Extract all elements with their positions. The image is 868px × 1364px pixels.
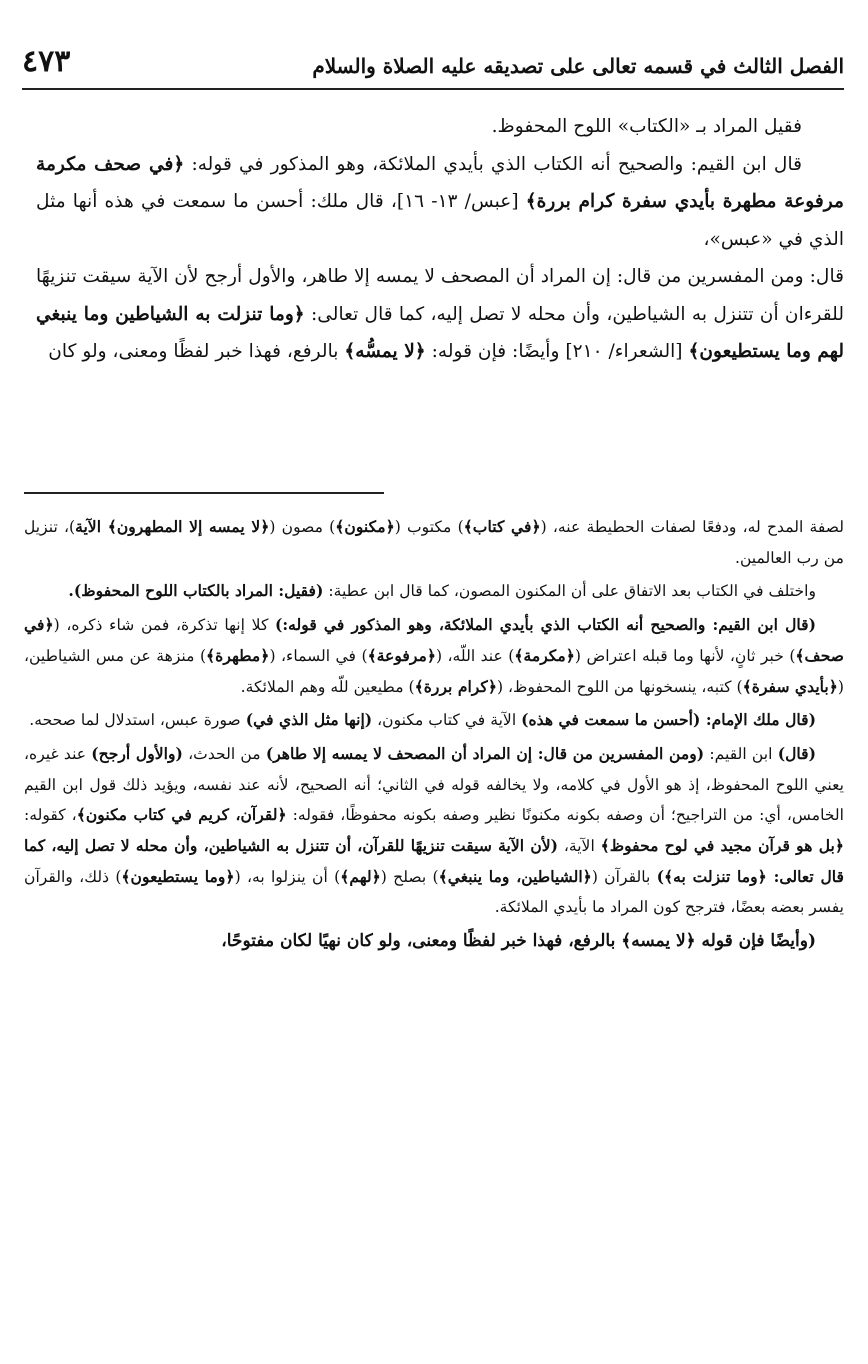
quran-quote: ﴿لهم﴾ [340, 866, 381, 886]
quran-quote: ﴿مكنون﴾ [335, 517, 395, 536]
main-text [36, 108, 844, 371]
text-run: بالقرآن ( [591, 867, 657, 886]
quran-quote: ﴿في صحف﴾ [24, 615, 845, 665]
text-run: قال: ومن المفسرين من قال: إن المراد أن المصحف لا يمسه إلا طاهر، والأول أرجح لأن الآية سيقت تنزيهًا للقرءان أن تتنزل به الشياطين، وأن محله لا تصل إليه، كما قال تعالى: [36, 266, 844, 325]
note-paragraph-2 [24, 576, 844, 607]
matn-quote: (لأن الآية سيقت تنزيهًا للقرآن، أن تتنزل به الشياطين، وأن محله لا تصل إليه، كما قال تعالى: [24, 836, 844, 886]
matn-quote: (قال ابن القيم: والصحيح أنه الكتاب الذي بأيدي الملائكة، وهو المذكور في قوله:) [275, 615, 817, 635]
matn-quote: (والأول أرجح) [91, 743, 183, 763]
note-paragraph-3 [24, 610, 844, 702]
text-run: كلا إنها تذكرة، فمن شاء ذكره، ( [53, 616, 276, 635]
footnote-divider [24, 492, 384, 494]
quran-quote: ﴿مكرمة﴾ [514, 645, 575, 665]
text-run: ، كقوله: [24, 806, 77, 825]
text-run: بالرفع، فهذا خبر لفظًا ومعنى، ولو كان [48, 341, 345, 362]
text-run: ) مصون ( [269, 518, 336, 536]
quran-quote: ﴿الشياطين، وما ينبغي﴾ [438, 866, 592, 886]
quran-quote: ﴿بأيدي سفرة﴾ [742, 676, 838, 696]
quran-quote: ﴿وما تنزلت به﴾ [663, 866, 767, 886]
quran-quote: ﴿بل هو قرآن مجيد في لوح محفوظ﴾ [600, 836, 844, 856]
text-run: ) خبر ثانٍ، لأنها وما قبله اعتراض ( [574, 646, 796, 665]
text-run: قال ابن القيم: والصحيح أنه الكتاب الذي بأيدي الملائكة، وهو المذكور في قوله: [184, 153, 802, 175]
note-paragraph-5 [24, 739, 844, 923]
quran-quote: ﴿مطهرة﴾ [206, 645, 270, 665]
text-run: [عبس/ ١٣- ١٦]، قال ملك: أحسن ما سمعت في هذه أنها مثل الذي في «عبس»، [36, 191, 844, 250]
matn-quote: (إنها مثل الذي في) [245, 710, 373, 730]
quran-quote: ﴿لا يمسُّه﴾ [344, 341, 426, 362]
text-run: )، تنزيل من رب العالمين. [24, 518, 844, 567]
matn-quote: (ومن المفسرين من قال: إن المراد أن المصحف لا يمسه إلا طاهر) [265, 743, 705, 763]
text-run: الآية، [558, 837, 601, 856]
matn-quote: (أحسن ما سمعت في هذه) [521, 710, 701, 730]
text-run: ) في السماء، ( [269, 646, 368, 665]
note-paragraph-4 [24, 705, 844, 736]
matn-quote: (قال) [777, 743, 816, 763]
main-paragraph-2 [36, 146, 844, 259]
text-run: صورة عبس، استدلال لما صححه. [29, 711, 246, 730]
text-run: عند غيره، يعني اللوح المحفوظ، إذ هو الأول في كلامه، ولا يخالفه قوله في الثاني؛ أنه الصحيح، لأنه عند نفسه، ويؤيد ذلك قول ابن القيم الخامس، أي: من التراجيح؛ أن وصفه بكونه مكنونًا نظير وصفه بكونه محفوظًا، فقوله: [24, 744, 844, 825]
text-run: ) أن ينزلوا به، ( [234, 867, 341, 886]
quran-quote: ﴿لا يمسه إلا المطهرون﴾ الآية [75, 517, 270, 536]
quran-quote: ﴿مرفوعة﴾ [367, 645, 436, 665]
matn-quote: (قال ملك الإمام: [700, 710, 816, 730]
matn-quote: ) [656, 866, 664, 886]
commentary-footnotes [24, 512, 844, 960]
matn-quote: (فقيل: المراد بالكتاب اللوح المحفوظ). [68, 581, 324, 601]
text-run: ) ذلك، والقرآن يفسر بعضه بعضًا، فترجح كون المراد ما بأيدي الملائكة. [24, 867, 844, 917]
quran-quote: ﴿في صحف مكرمة مرفوعة مطهرة بأيدي سفرة كرام بررة﴾ [36, 153, 844, 212]
running-header [22, 40, 844, 90]
chapter-title: الفصل الثالث في قسمه تعالى على تصديقه عليه الصلاة والسلام [312, 54, 844, 78]
text-run: لصفة المدح له، ودفعًا لصفات الحطيطة عنه، ( [540, 518, 845, 536]
text-run: ) كتبه، ينسخونها من اللوح المحفوظ، ( [496, 677, 743, 696]
quran-quote: ﴿كرام بررة﴾ [414, 676, 497, 696]
text-run: ) بصلح ( [380, 867, 439, 886]
quran-quote: ﴿وما يستطيعون﴾ [121, 866, 235, 886]
quran-quote: ﴿وما تنزلت به الشياطين وما ينبغي لهم وما يستطيعون﴾ [36, 303, 844, 362]
text-run: من الحدث، [182, 744, 266, 763]
main-paragraph-3 [36, 258, 844, 371]
text-run: ) منزهة عن مس الشياطين، ( [24, 646, 844, 696]
main-paragraph-1: فقيل المراد بـ «الكتاب» اللوح المحفوظ. [491, 116, 802, 137]
text-run: الآية في كتاب مكنون، [372, 711, 522, 730]
text-run: ) عند اللّه، ( [435, 646, 515, 665]
quran-quote: ﴿لقرآن، كريم في كتاب مكنون﴾ [76, 805, 287, 825]
text-run: واختلف في الكتاب بعد الاتفاق على أن المكنون المصون، كما قال ابن عطية: [323, 582, 816, 601]
note-paragraph-6: (وأيضًا فإن قوله ﴿لا يمسه﴾ بالرفع، فهذا خبر لفظًا ومعنى، ولو كان نهيًا لكان مفتوحًا، [221, 931, 816, 952]
text-run: [الشعراء/ ٢١٠] وأيضًا: فإن قوله: [425, 341, 689, 362]
text-run: ابن القيم: [704, 744, 778, 763]
note-paragraph-1 [24, 512, 844, 573]
text-run: ) مكتوب ( [394, 518, 464, 536]
text-run: ) مطيعين للّه وهم الملائكة. [240, 677, 415, 696]
quran-quote: ﴿في كتاب﴾ [463, 517, 541, 536]
page-number: ٤٧٣ [22, 44, 71, 79]
